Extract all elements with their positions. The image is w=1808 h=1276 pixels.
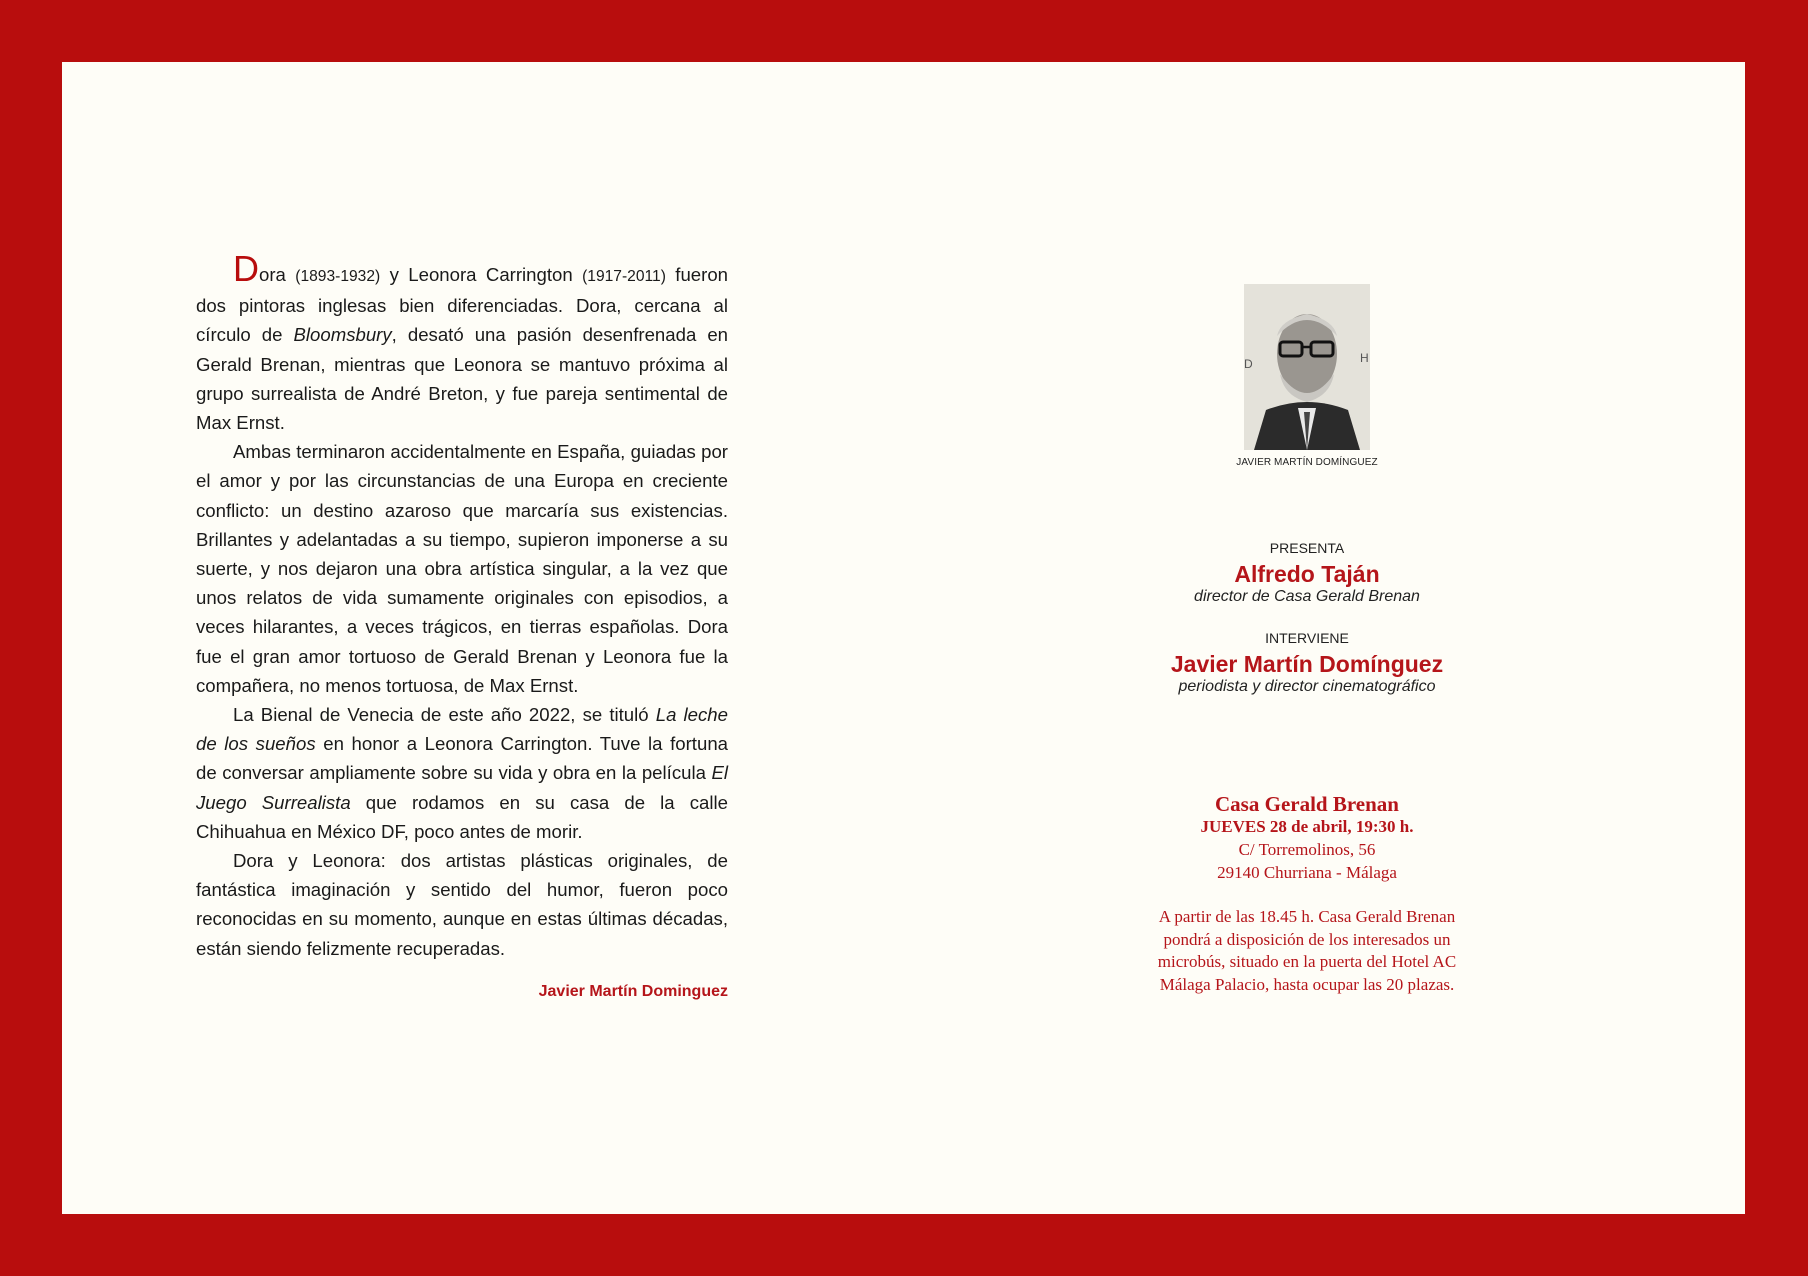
presenter-name: Alfredo Taján	[1234, 561, 1380, 587]
venue-name: Casa Gerald Brenan	[1215, 792, 1399, 816]
shuttle-note: A partir de las 18.45 h. Casa Gerald Brenan pondrá a disposición de los interesados un microbús, situado en la puerta del Hotel AC Málaga Palacio, hasta ocupar las 20 plazas.	[1157, 907, 1457, 994]
interviene-label: INTERVIENE	[1265, 630, 1349, 646]
essay-text-run: y Leonora Carrington	[380, 264, 583, 285]
bienal-title-italic: La leche de los sueños	[196, 704, 728, 755]
portrait-illustration	[1244, 284, 1370, 450]
essay-paragraph-4: Dora y Leonora: dos artistas plásticas originales, de fantástica imaginación y sentido del humor, fueron poco reconocidas en su momento, aunque en estas últimas décadas, están siendo felizmente recuperadas.	[196, 850, 728, 959]
speaker-name: Javier Martín Domínguez	[1170, 651, 1444, 677]
essay-text-run: que rodamos en su casa de la calle Chihuahua en México DF, poco antes de morir.	[196, 791, 729, 842]
svg-text:D: D	[1244, 357, 1253, 371]
essay-text-run: en honor a Leonora Carrington. Tuve la fortuna de conversar ampliamente sobre su vida y obra en la película	[196, 733, 728, 784]
essay-text-run: fueron dos pintoras inglesas bien diferenciadas. Dora, cercana al círculo de	[196, 264, 729, 346]
event-details	[1112, 284, 1502, 996]
interviene-block	[1112, 630, 1502, 696]
drop-cap: D	[233, 248, 259, 289]
venue-address-city: 29140 Churriana - Málaga	[1217, 863, 1397, 882]
essay-text-run: , desató una pasión desenfrenada en Gerald Brenan, mientras que Leonora se mantuvo próxima al grupo surrealista de André Breton, y fue pareja sentimental de Max Ernst.	[196, 324, 728, 434]
speaker-portrait	[1244, 284, 1370, 450]
speaker-role: periodista y director cinematográfico	[1178, 678, 1436, 695]
essay-paragraph-2: Ambas terminaron accidentalmente en España, guiadas por el amor y por las circunstancias de una Europa en creciente conflicto: un destino azaroso que marcaría sus existencias. Brillantes y adelantadas a su tiempo, supieron imponerse a su suerte, y nos dejaron una obra artística singular, a la vez que unos relatos de vida sumamente originales con episodios, a veces hilarantes, a veces trágicos, en tierras españolas. Dora fue el gran amor tortuoso de Gerald Brenan y Leonora fue la compañera, no menos tortuosa, de Max Ernst.	[196, 441, 728, 696]
film-title-italic: El Juego Surrealista	[196, 762, 728, 813]
essay-text	[196, 248, 729, 1006]
essay-paragraph-1	[196, 248, 729, 437]
essay-paragraph-3	[196, 700, 728, 846]
svg-text:H: H	[1360, 351, 1369, 365]
essay-text-run: La Bienal de Venecia de este año 2022, se tituló	[233, 704, 656, 726]
invitation-sheet	[62, 62, 1745, 1214]
presenter-role: director de Casa Gerald Brenan	[1194, 588, 1420, 605]
bloomsbury-italic: Bloomsbury	[293, 324, 392, 346]
essay-signature: Javier Martín Dominguez	[538, 982, 728, 1000]
dates-leonora: (1917-2011)	[582, 268, 666, 285]
portrait-caption: JAVIER MARTÍN DOMÍNGUEZ	[1236, 457, 1378, 468]
venue-address-street: C/ Torremolinos, 56	[1238, 840, 1376, 859]
event-date: JUEVES 28 de abril, 19:30 h.	[1200, 817, 1414, 836]
dates-dora: (1893-1932)	[295, 268, 381, 285]
presenta-block	[1112, 540, 1502, 606]
venue-block	[1112, 792, 1502, 884]
essay-text-run: ora	[259, 264, 296, 285]
presenta-label: PRESENTA	[1269, 540, 1345, 556]
